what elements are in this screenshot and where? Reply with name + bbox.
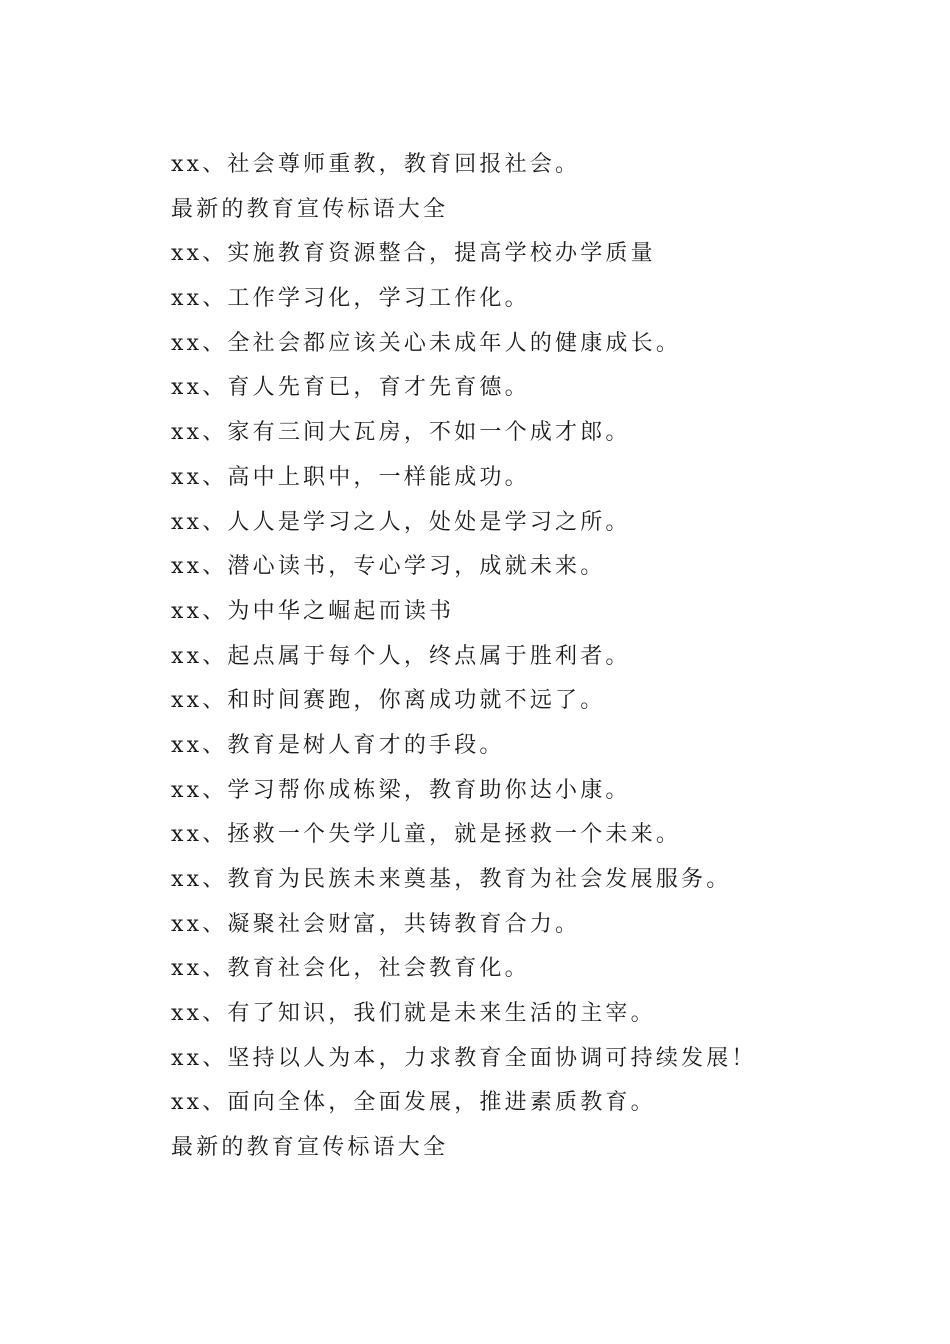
text-line: xx、凝聚社会财富，共铸教育合力。: [171, 911, 581, 937]
text-line: xx、育人先育已，育才先育德。: [171, 375, 530, 401]
text-line: xx、人人是学习之人，处处是学习之所。: [171, 509, 631, 535]
section-heading: 最新的教育宣传标语大全: [171, 196, 449, 222]
text-line: xx、教育为民族未来奠基，教育为社会发展服务。: [171, 867, 732, 892]
text-line: xx、家有三间大瓦房，不如一个成才郎。: [171, 420, 631, 446]
text-line: xx、坚持以人为本，力求教育全面协调可持续发展！: [171, 1045, 757, 1071]
text-line: xx、学习帮你成栋梁，教育助你达小康。: [171, 777, 631, 803]
text-line: xx、高中上职中，一样能成功。: [171, 464, 530, 490]
text-line: xx、实施教育资源整合，提高学校办学质量: [171, 241, 656, 267]
text-line: xx、有了知识，我们就是未来生活的主宰。: [171, 1001, 656, 1027]
slogan-list: [171, 143, 871, 1171]
text-line: xx、面向全体，全面发展，推进素质教育。: [171, 1090, 656, 1116]
text-line: xx、教育是树人育才的手段。: [171, 732, 505, 758]
text-line: xx、全社会都应该关心未成年人的健康成长。: [171, 330, 682, 356]
text-line: xx、和时间赛跑，你离成功就不远了。: [171, 688, 606, 714]
text-line: xx、教育社会化，社会教育化。: [171, 956, 530, 982]
text-line: xx、起点属于每个人，终点属于胜利者。: [171, 643, 631, 669]
text-line: xx、拯救一个失学儿童，就是拯救一个未来。: [171, 822, 682, 848]
text-line: xx、工作学习化，学习工作化。: [171, 286, 530, 312]
text-line: xx、社会尊师重教，教育回报社会。: [171, 152, 581, 177]
text-line: xx、为中华之崛起而读书: [171, 598, 455, 624]
section-heading: 最新的教育宣传标语大全: [171, 1135, 449, 1161]
text-line: xx、潜心读书，专心学习，成就未来。: [171, 554, 606, 580]
